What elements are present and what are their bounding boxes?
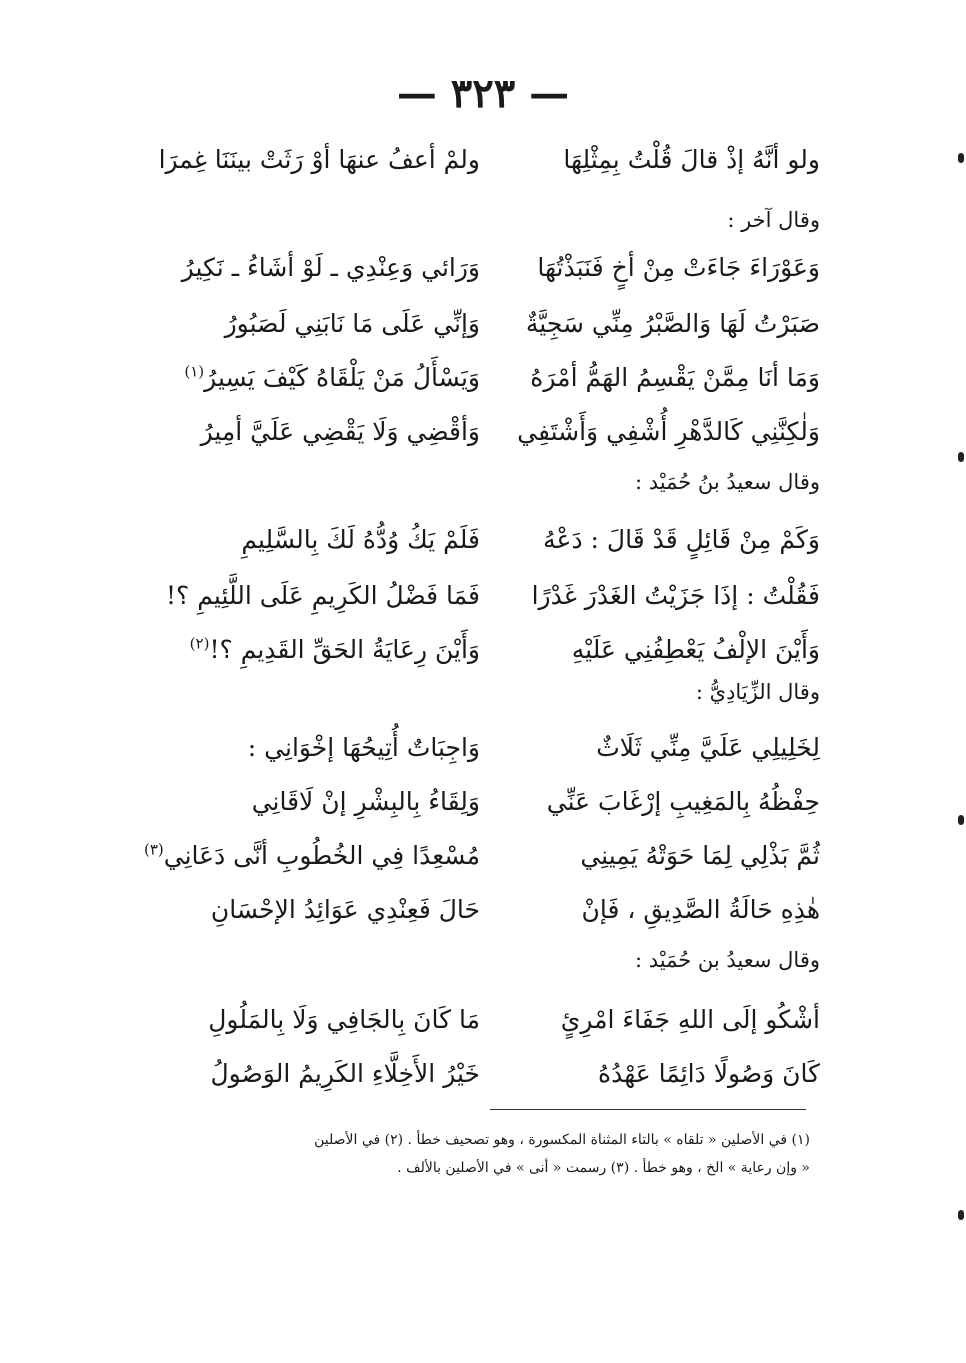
verse-second-text: حَالَ فَعِنْدِي عَوَائِدُ الإحْسَانِ [210, 895, 480, 924]
verse-second-hemistich [150, 622, 480, 678]
verse-first-hemistich: حِفْظُهُ بِالمَغِيبِ إرْغَابَ عَنِّي [546, 787, 820, 816]
verse-second-hemistich [150, 720, 480, 776]
verse-second-text: وَأقْضِي وَلَا يَقْضِي عَلَيَّ أمِيرُ [200, 417, 480, 446]
poet-introduction: وقال الزِّيَادِيُّ : [695, 680, 820, 704]
verse-second-text: وَإنِّي عَلَى مَا نَابَنِي لَصَبُورُ [224, 309, 480, 338]
scan-edge-mark [958, 815, 964, 825]
verse-second-text: وَيَسْأَلُ مَنْ يَلْقَاهُ كَيْفَ يَسِيرُ [204, 363, 480, 392]
verse-second-hemistich [150, 132, 480, 188]
verse-second-hemistich [150, 512, 480, 568]
verse-first-hemistich: كَانَ وَصُولًا دَائِمًا عَهْدُهُ [598, 1059, 820, 1088]
verse-row [150, 1046, 820, 1102]
verse-row [150, 512, 820, 568]
poet-introduction: وقال آخر : [727, 208, 820, 232]
verse-first-hemistich: لِخَلِيلِي عَلَيَّ مِنِّي ثَلَاثٌ [596, 733, 820, 762]
scan-edge-mark [958, 452, 964, 462]
footnote-reference: (١) [184, 362, 205, 381]
verse-first-hemistich: ولو أنَّهُ إذْ قالَ قُلْتُ بِمِثْلِهَا [563, 145, 820, 174]
verse-second-text: وَرَائي وَعِنْدِي ـ لَوْ أشَاءُ ـ نَكِيرُ [181, 253, 480, 282]
verse-second-text: مَا كَانَ بِالجَافِي وَلَا بِالمَلُولِ [208, 1005, 480, 1034]
verse-first-hemistich: فَقُلْتُ : إذَا جَزَيْتُ الغَدْرَ غَدْرًا [531, 581, 820, 610]
verse-second-hemistich [150, 350, 480, 406]
verse-row [150, 132, 820, 188]
verse-first-hemistich: أشْكُو إلَى اللهِ جَفَاءَ امْرِئٍ [560, 1005, 820, 1034]
verse-second-hemistich [150, 296, 480, 352]
verse-first-hemistich: هٰذِهِ حَالَةُ الصَّدِيقِ ، فَإنْ [581, 895, 820, 924]
verse-first-hemistich: وَعَوْرَاءَ جَاءَتْ مِنْ أخٍ فَنَبَذْتُهَا [537, 253, 820, 282]
verse-row [150, 296, 820, 352]
verse-second-hemistich [150, 568, 480, 624]
verse-second-hemistich [150, 404, 480, 460]
poet-introduction: وقال سعيدُ بنُ حُمَيْد : [634, 470, 820, 494]
verse-row [150, 992, 820, 1048]
verse-second-text: وَاجِبَاتٌ أُتِيحُهَا إخْوَانِي : [247, 733, 480, 762]
verse-first-hemistich: وَأَيْنَ الإلْفُ يَعْطِفُنِي عَلَيْهِ [571, 635, 820, 664]
verse-second-text: خَيْرُ الأَخِلَّاءِ الكَرِيمُ الوَصُولُ [210, 1059, 480, 1088]
footnote-reference: (٣) [143, 840, 164, 859]
verse-second-hemistich [150, 992, 480, 1048]
footnote-divider [490, 1109, 806, 1110]
verse-first-hemistich: ثُمَّ بَذْلِي لِمَا حَوَتْهُ يَمِينِي [580, 841, 820, 870]
verse-first-hemistich: صَبَرْتُ لَهَا وَالصَّبْرُ مِنِّي سَجِيَّةٌ [525, 309, 820, 338]
verse-row [150, 240, 820, 296]
scan-edge-mark [958, 1210, 964, 1220]
verse-second-hemistich [150, 240, 480, 296]
verse-second-hemistich [150, 882, 480, 938]
verse-row [150, 350, 820, 406]
verse-second-hemistich [143, 828, 480, 884]
footnote-line-2: « وإن رعاية » الخ ، وهو خطأ . (٣) رسمت « أنى » في الأصلين بالألف . [397, 1160, 810, 1176]
verse-first-hemistich: وَلٰكِنَّنِي كَالدَّهْرِ أُشْفِي وَأَشْتَفِي [517, 417, 820, 446]
verse-second-text: فَلَمْ يَكُ وُدُّهُ لَكَ بِالسَّلِيمِ [241, 525, 480, 554]
footnote-reference: (٢) [189, 634, 210, 653]
verse-row [150, 404, 820, 460]
verse-second-hemistich [150, 1046, 480, 1102]
verse-second-text: ولمْ أعفُ عنهَا أوْ رَثَتْ بينَنَا غِمرَا [158, 145, 480, 174]
scan-edge-mark [958, 153, 964, 163]
poet-introduction: وقال سعيدُ بن حُمَيْد : [634, 948, 820, 972]
verse-second-text: وَأَيْنَ رِعَايَةُ الحَقِّ القَدِيمِ ؟! [209, 635, 480, 664]
verse-row [150, 568, 820, 624]
verse-second-text: مُسْعِدًا فِي الخُطُوبِ أنَّى دَعَانِي [163, 841, 480, 870]
verse-row [150, 720, 820, 776]
verse-second-hemistich [150, 774, 480, 830]
verse-first-hemistich: وَكَمْ مِنْ قَائِلٍ قَدْ قَالَ : دَعْهُ [543, 525, 820, 554]
verse-second-text: وَلِقَاءُ بِالبِشْرِ إنْ لَاقَانِي [251, 787, 480, 816]
verse-row [150, 622, 820, 678]
verse-row [150, 882, 820, 938]
verse-row [150, 774, 820, 830]
verse-first-hemistich: وَمَا أنَا مِمَّنْ يَقْسِمُ الهَمُّ أمْرَهُ [530, 363, 820, 392]
page-number: — ٣٢٣ — [396, 70, 570, 117]
footnote-line-1: (١) في الأصلين « تلقاه » بالتاء المثناة المكسورة ، وهو تصحيف خطأ . (٢) في الأصلين [314, 1132, 810, 1148]
verse-second-text: فَمَا فَضْلُ الكَرِيمِ عَلَى اللَّئِيمِ ؟! [166, 581, 480, 610]
verse-row [143, 828, 820, 884]
